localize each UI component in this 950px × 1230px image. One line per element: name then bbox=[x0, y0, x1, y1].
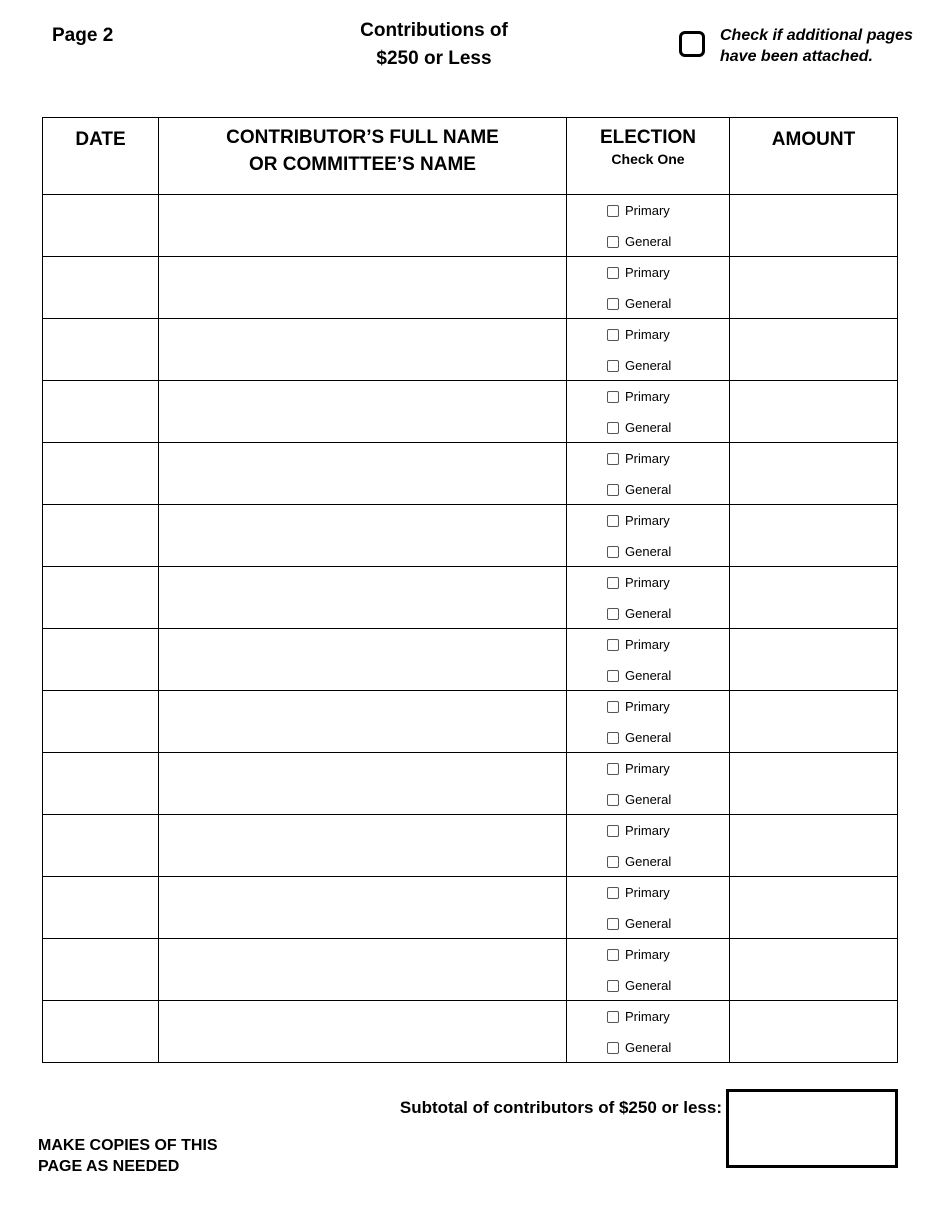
election-cell bbox=[567, 691, 730, 753]
date-cell bbox=[43, 505, 159, 567]
amount-field[interactable] bbox=[730, 443, 897, 504]
primary-option-label: Primary bbox=[625, 637, 670, 652]
primary-option bbox=[607, 761, 670, 776]
date-cell bbox=[43, 629, 159, 691]
general-checkbox[interactable] bbox=[607, 236, 619, 248]
contributions-table bbox=[42, 117, 898, 1063]
amount-field[interactable] bbox=[730, 319, 897, 380]
general-checkbox[interactable] bbox=[607, 918, 619, 930]
general-option-label: General bbox=[625, 1040, 672, 1055]
header-amount bbox=[730, 118, 898, 195]
primary-checkbox[interactable] bbox=[607, 949, 619, 961]
primary-option bbox=[607, 451, 670, 466]
amount-field[interactable] bbox=[730, 505, 897, 566]
date-cell bbox=[43, 753, 159, 815]
general-option-label: General bbox=[625, 420, 672, 435]
table-header-row bbox=[43, 118, 898, 195]
form-title-line1: Contributions of bbox=[360, 20, 508, 41]
contributor-name-field[interactable] bbox=[159, 567, 566, 628]
election-cell bbox=[567, 877, 730, 939]
general-option bbox=[607, 792, 671, 807]
contributor-name-field[interactable] bbox=[159, 505, 566, 566]
date-field[interactable] bbox=[43, 1001, 158, 1062]
amount-cell bbox=[730, 567, 898, 629]
primary-option bbox=[607, 575, 670, 590]
general-option bbox=[607, 916, 671, 931]
general-checkbox[interactable] bbox=[607, 484, 619, 496]
contributor-name-field[interactable] bbox=[159, 877, 566, 938]
header-contributor-name bbox=[159, 118, 567, 195]
general-checkbox[interactable] bbox=[607, 670, 619, 682]
date-cell bbox=[43, 1001, 159, 1063]
date-cell bbox=[43, 195, 159, 257]
amount-field[interactable] bbox=[730, 567, 897, 628]
general-option bbox=[607, 730, 671, 745]
date-field[interactable] bbox=[43, 505, 158, 566]
contributor-name-field[interactable] bbox=[159, 1001, 566, 1062]
amount-field[interactable] bbox=[730, 381, 897, 442]
primary-checkbox[interactable] bbox=[607, 391, 619, 403]
subtotal-field[interactable] bbox=[726, 1089, 898, 1168]
copies-note-line2: PAGE AS NEEDED bbox=[38, 1158, 180, 1175]
general-checkbox[interactable] bbox=[607, 856, 619, 868]
table-row bbox=[43, 319, 898, 381]
date-cell bbox=[43, 319, 159, 381]
form-title bbox=[334, 17, 534, 73]
primary-option bbox=[607, 1009, 670, 1024]
general-option bbox=[607, 606, 671, 621]
general-option-label: General bbox=[625, 358, 672, 373]
contributor-name-cell bbox=[159, 195, 567, 257]
date-cell bbox=[43, 691, 159, 753]
general-option-label: General bbox=[625, 606, 672, 621]
general-checkbox[interactable] bbox=[607, 360, 619, 372]
amount-cell bbox=[730, 381, 898, 443]
table-row bbox=[43, 443, 898, 505]
date-field[interactable] bbox=[43, 691, 158, 752]
primary-checkbox[interactable] bbox=[607, 639, 619, 651]
general-option bbox=[607, 544, 671, 559]
contributor-name-field[interactable] bbox=[159, 443, 566, 504]
header-amount-label: AMOUNT bbox=[771, 129, 856, 150]
amount-field[interactable] bbox=[730, 257, 897, 318]
general-checkbox[interactable] bbox=[607, 608, 619, 620]
general-option bbox=[607, 358, 671, 373]
general-option-label: General bbox=[625, 482, 672, 497]
contributor-name-field[interactable] bbox=[159, 195, 566, 256]
contributor-name-cell bbox=[159, 381, 567, 443]
election-cell bbox=[567, 629, 730, 691]
table-row bbox=[43, 505, 898, 567]
date-cell bbox=[43, 381, 159, 443]
contributor-name-cell bbox=[159, 939, 567, 1001]
additional-pages-checkbox[interactable] bbox=[679, 31, 705, 57]
amount-field[interactable] bbox=[730, 939, 897, 1000]
contributor-name-cell bbox=[159, 1001, 567, 1063]
primary-option-label: Primary bbox=[625, 451, 670, 466]
contributor-name-field[interactable] bbox=[159, 815, 566, 876]
header-date bbox=[43, 118, 159, 195]
primary-checkbox[interactable] bbox=[607, 577, 619, 589]
general-option-label: General bbox=[625, 916, 672, 931]
primary-option-label: Primary bbox=[625, 327, 670, 342]
header-election-sub: Check One bbox=[611, 151, 685, 167]
contributor-name-cell bbox=[159, 691, 567, 753]
table-row bbox=[43, 691, 898, 753]
general-checkbox[interactable] bbox=[607, 298, 619, 310]
primary-checkbox[interactable] bbox=[607, 515, 619, 527]
contributor-name-cell bbox=[159, 319, 567, 381]
amount-cell bbox=[730, 753, 898, 815]
contributor-name-field[interactable] bbox=[159, 381, 566, 442]
amount-cell bbox=[730, 939, 898, 1001]
election-cell bbox=[567, 1001, 730, 1063]
date-field[interactable] bbox=[43, 629, 158, 690]
contributor-name-cell bbox=[159, 629, 567, 691]
primary-option bbox=[607, 699, 670, 714]
table-row bbox=[43, 381, 898, 443]
contributor-name-cell bbox=[159, 505, 567, 567]
amount-cell bbox=[730, 815, 898, 877]
additional-pages-label bbox=[720, 25, 930, 67]
general-option bbox=[607, 668, 671, 683]
primary-option-label: Primary bbox=[625, 513, 670, 528]
date-field[interactable] bbox=[43, 877, 158, 938]
date-cell bbox=[43, 567, 159, 629]
election-cell bbox=[567, 567, 730, 629]
date-field[interactable] bbox=[43, 195, 158, 256]
primary-option bbox=[607, 327, 670, 342]
date-field[interactable] bbox=[43, 381, 158, 442]
date-cell bbox=[43, 257, 159, 319]
general-option bbox=[607, 978, 671, 993]
date-cell bbox=[43, 877, 159, 939]
amount-field[interactable] bbox=[730, 815, 897, 876]
table-row bbox=[43, 1001, 898, 1063]
primary-checkbox[interactable] bbox=[607, 1011, 619, 1023]
primary-option bbox=[607, 823, 670, 838]
date-cell bbox=[43, 443, 159, 505]
amount-field[interactable] bbox=[730, 1001, 897, 1062]
general-checkbox[interactable] bbox=[607, 1042, 619, 1054]
primary-option-label: Primary bbox=[625, 699, 670, 714]
contributor-name-field[interactable] bbox=[159, 319, 566, 380]
general-option-label: General bbox=[625, 296, 672, 311]
primary-checkbox[interactable] bbox=[607, 887, 619, 899]
amount-cell bbox=[730, 1001, 898, 1063]
general-checkbox[interactable] bbox=[607, 980, 619, 992]
amount-field[interactable] bbox=[730, 195, 897, 256]
general-option bbox=[607, 420, 671, 435]
primary-option-label: Primary bbox=[625, 823, 670, 838]
amount-cell bbox=[730, 195, 898, 257]
general-checkbox[interactable] bbox=[607, 732, 619, 744]
general-checkbox[interactable] bbox=[607, 546, 619, 558]
header-name-label bbox=[159, 118, 566, 178]
amount-cell bbox=[730, 257, 898, 319]
table-body bbox=[43, 195, 898, 1063]
primary-option bbox=[607, 947, 670, 962]
date-field[interactable] bbox=[43, 443, 158, 504]
primary-option bbox=[607, 885, 670, 900]
election-cell bbox=[567, 443, 730, 505]
table-row bbox=[43, 195, 898, 257]
contributor-name-field[interactable] bbox=[159, 753, 566, 814]
header-name-line1: CONTRIBUTOR’S FULL NAME bbox=[226, 127, 499, 148]
primary-checkbox[interactable] bbox=[607, 205, 619, 217]
date-field[interactable] bbox=[43, 257, 158, 318]
general-option-label: General bbox=[625, 668, 672, 683]
general-option-label: General bbox=[625, 978, 672, 993]
contributor-name-cell bbox=[159, 443, 567, 505]
table-row bbox=[43, 257, 898, 319]
amount-cell bbox=[730, 691, 898, 753]
table-row bbox=[43, 753, 898, 815]
additional-pages-label-line2: have been attached. bbox=[720, 48, 873, 65]
primary-option bbox=[607, 389, 670, 404]
copies-note bbox=[38, 1135, 258, 1177]
primary-option bbox=[607, 637, 670, 652]
form-title-line2: $250 or Less bbox=[376, 48, 492, 69]
primary-checkbox[interactable] bbox=[607, 701, 619, 713]
amount-cell bbox=[730, 443, 898, 505]
primary-option-label: Primary bbox=[625, 761, 670, 776]
contributor-name-cell bbox=[159, 877, 567, 939]
general-option bbox=[607, 234, 671, 249]
amount-field[interactable] bbox=[730, 877, 897, 938]
amount-cell bbox=[730, 319, 898, 381]
primary-checkbox[interactable] bbox=[607, 453, 619, 465]
subtotal-label: Subtotal of contributors of $250 or less: bbox=[399, 1098, 722, 1117]
contributor-name-field[interactable] bbox=[159, 939, 566, 1000]
table-row bbox=[43, 629, 898, 691]
contributor-name-cell bbox=[159, 257, 567, 319]
general-checkbox[interactable] bbox=[607, 794, 619, 806]
header-name-line2: OR COMMITTEE’S NAME bbox=[249, 154, 476, 175]
date-cell bbox=[43, 815, 159, 877]
header-date-label: DATE bbox=[75, 129, 126, 150]
contributor-name-cell bbox=[159, 815, 567, 877]
general-option bbox=[607, 482, 671, 497]
header-election-label: ELECTION bbox=[599, 127, 697, 148]
general-option-label: General bbox=[625, 792, 672, 807]
general-option-label: General bbox=[625, 544, 672, 559]
copies-note-line1: MAKE COPIES OF THIS bbox=[38, 1137, 218, 1154]
general-option-label: General bbox=[625, 234, 672, 249]
amount-cell bbox=[730, 629, 898, 691]
election-cell bbox=[567, 257, 730, 319]
contributor-name-field[interactable] bbox=[159, 257, 566, 318]
date-cell bbox=[43, 939, 159, 1001]
amount-field[interactable] bbox=[730, 691, 897, 752]
contributor-name-cell bbox=[159, 567, 567, 629]
primary-option-label: Primary bbox=[625, 203, 670, 218]
general-checkbox[interactable] bbox=[607, 422, 619, 434]
table-row bbox=[43, 815, 898, 877]
amount-field[interactable] bbox=[730, 753, 897, 814]
primary-checkbox[interactable] bbox=[607, 763, 619, 775]
primary-checkbox[interactable] bbox=[607, 329, 619, 341]
primary-option-label: Primary bbox=[625, 389, 670, 404]
contributor-name-field[interactable] bbox=[159, 691, 566, 752]
election-cell bbox=[567, 319, 730, 381]
table-row bbox=[43, 877, 898, 939]
date-field[interactable] bbox=[43, 319, 158, 380]
election-cell bbox=[567, 815, 730, 877]
table-row bbox=[43, 567, 898, 629]
general-option bbox=[607, 1040, 671, 1055]
primary-option-label: Primary bbox=[625, 575, 670, 590]
primary-option-label: Primary bbox=[625, 265, 670, 280]
date-field[interactable] bbox=[43, 753, 158, 814]
amount-cell bbox=[730, 877, 898, 939]
election-cell bbox=[567, 195, 730, 257]
election-cell bbox=[567, 505, 730, 567]
primary-option bbox=[607, 513, 670, 528]
general-option-label: General bbox=[625, 854, 672, 869]
contributor-name-cell bbox=[159, 753, 567, 815]
election-cell bbox=[567, 939, 730, 1001]
additional-pages-label-line1: Check if additional pages bbox=[720, 27, 913, 44]
primary-option bbox=[607, 265, 670, 280]
page-label: Page 2 bbox=[52, 25, 114, 46]
general-option-label: General bbox=[625, 730, 672, 745]
header-election bbox=[567, 118, 730, 195]
election-cell bbox=[567, 753, 730, 815]
primary-option-label: Primary bbox=[625, 885, 670, 900]
primary-option-label: Primary bbox=[625, 1009, 670, 1024]
primary-option bbox=[607, 203, 670, 218]
primary-checkbox[interactable] bbox=[607, 267, 619, 279]
general-option bbox=[607, 296, 671, 311]
primary-option-label: Primary bbox=[625, 947, 670, 962]
table-row bbox=[43, 939, 898, 1001]
primary-checkbox[interactable] bbox=[607, 825, 619, 837]
election-cell bbox=[567, 381, 730, 443]
date-field[interactable] bbox=[43, 815, 158, 876]
contributor-name-field[interactable] bbox=[159, 629, 566, 690]
date-field[interactable] bbox=[43, 567, 158, 628]
amount-field[interactable] bbox=[730, 629, 897, 690]
general-option bbox=[607, 854, 671, 869]
date-field[interactable] bbox=[43, 939, 158, 1000]
amount-cell bbox=[730, 505, 898, 567]
